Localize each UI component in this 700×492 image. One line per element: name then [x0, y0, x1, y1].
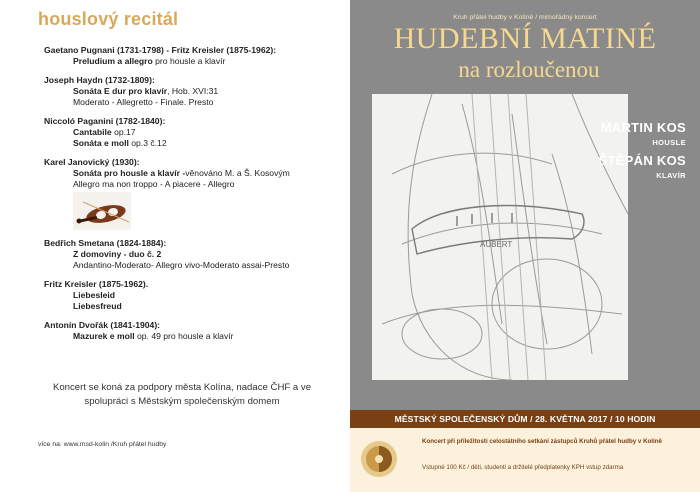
program-item-pugnani [44, 45, 344, 67]
work-line [44, 138, 344, 149]
work-detail: věnováno M. a Š. Kosovým [185, 168, 290, 178]
composer-name: Bedřich Smetana (1824-1884): [44, 238, 167, 248]
violin-sketch-image [372, 94, 628, 380]
work-detail: pro housle a klavír [152, 56, 226, 66]
work-detail: , Hob. XVI:31 [167, 86, 219, 96]
performer-instrument: HOUSLE [652, 138, 686, 147]
info-footer [350, 428, 700, 492]
performer-instrument: KLAVÍR [656, 171, 686, 180]
kph-emblem-icon [360, 440, 398, 478]
venue-bar: MĚSTSKÝ SPOLEČENSKÝ DŮM / 28. KVĚTNA 2017 / 10 HODIN [350, 410, 700, 428]
program-item-janovicky [44, 157, 344, 190]
violin-photo-icon [73, 192, 131, 230]
work-line [44, 56, 344, 67]
composer-name: Karel Janovický (1930): [44, 157, 140, 167]
work-detail: op.3 č.12 [128, 138, 167, 148]
program-item-smetana [44, 238, 344, 271]
work-line [44, 249, 344, 260]
program-item-haydn [44, 75, 344, 108]
program-list [44, 45, 344, 350]
work-title: Liebesleid [73, 290, 116, 300]
work-line [44, 260, 344, 271]
work-detail: op. 49 pro housle a klavír [134, 331, 234, 341]
support-note [22, 381, 342, 409]
poster-subtitle: na rozloučenou [458, 57, 600, 82]
occasion-note: Koncert při příležitosti celostátního setkání zástupců Kruhů přátel hudby v Kolíně [422, 438, 662, 445]
work-detail: Moderato - Allegretto - Finale. Presto [73, 97, 214, 107]
work-line [44, 86, 344, 97]
performer-name: MARTIN KOS [600, 120, 686, 135]
work-detail: Andantino-Moderato- Allegro vivo-Moderato assai-Presto [73, 260, 290, 270]
work-line [44, 301, 344, 312]
work-line [44, 127, 344, 138]
work-line [44, 290, 344, 301]
performer-name: ŠTĚPÁN KOS [598, 153, 686, 168]
program-item-kreisler [44, 279, 344, 312]
recital-title: houslový recitál [38, 9, 179, 29]
program-item-paganini [44, 116, 344, 149]
work-title: Z domoviny - duo č. 2 [73, 249, 162, 259]
composer-name: Antonín Dvořák (1841-1904): [44, 320, 161, 330]
work-title: Mazurek e moll [73, 331, 135, 341]
work-title: Cantabile [73, 127, 112, 137]
work-detail: op.17 [111, 127, 136, 137]
composer-name: Gaetano Pugnani (1731-1798) - Fritz Kreisler (1875-1962): [44, 45, 277, 55]
tickets-note: Vstupné 100 Kč / děti, studenti a držitelé předplatenky KPH vstup zdarma [422, 464, 624, 471]
performers [598, 120, 686, 186]
composer-name: Joseph Haydn (1732-1809): [44, 75, 155, 85]
support-line: spolupráci s Městským společenským domem [84, 396, 280, 407]
work-detail: Allegro ma non troppo - A piacere - Allegro [73, 179, 235, 189]
composer-name: Niccoló Paganini (1782-1840): [44, 116, 166, 126]
program-item-dvorak [44, 320, 344, 342]
organizer-line: Kruh přátel hudby v Kolíně / mimořádný koncert [453, 14, 597, 21]
work-line [44, 179, 344, 190]
poster-title: HUDEBNÍ MATINÉ [393, 22, 657, 55]
work-line [44, 168, 344, 179]
work-title: Sonáta e moll [73, 138, 129, 148]
work-title: Sonáta E dur pro klavír [73, 86, 168, 96]
work-title: Sonáta pro housle a klavír - [73, 168, 186, 178]
work-title: Preludium a allegro [73, 56, 153, 66]
poster-panel [350, 0, 700, 492]
support-line: Koncert se koná za podpory města Kolína, nadace ČHF a ve [52, 382, 312, 393]
work-line [44, 97, 344, 108]
more-info-link: více na: www.msd-kolin /Kruh přátel hudby [38, 441, 167, 448]
work-line [44, 331, 344, 342]
composer-name: Fritz Kreisler (1875-1962). [44, 279, 149, 289]
violin-bridge-label: AUBERT [480, 240, 513, 249]
work-title: Liebesfreud [73, 301, 122, 311]
